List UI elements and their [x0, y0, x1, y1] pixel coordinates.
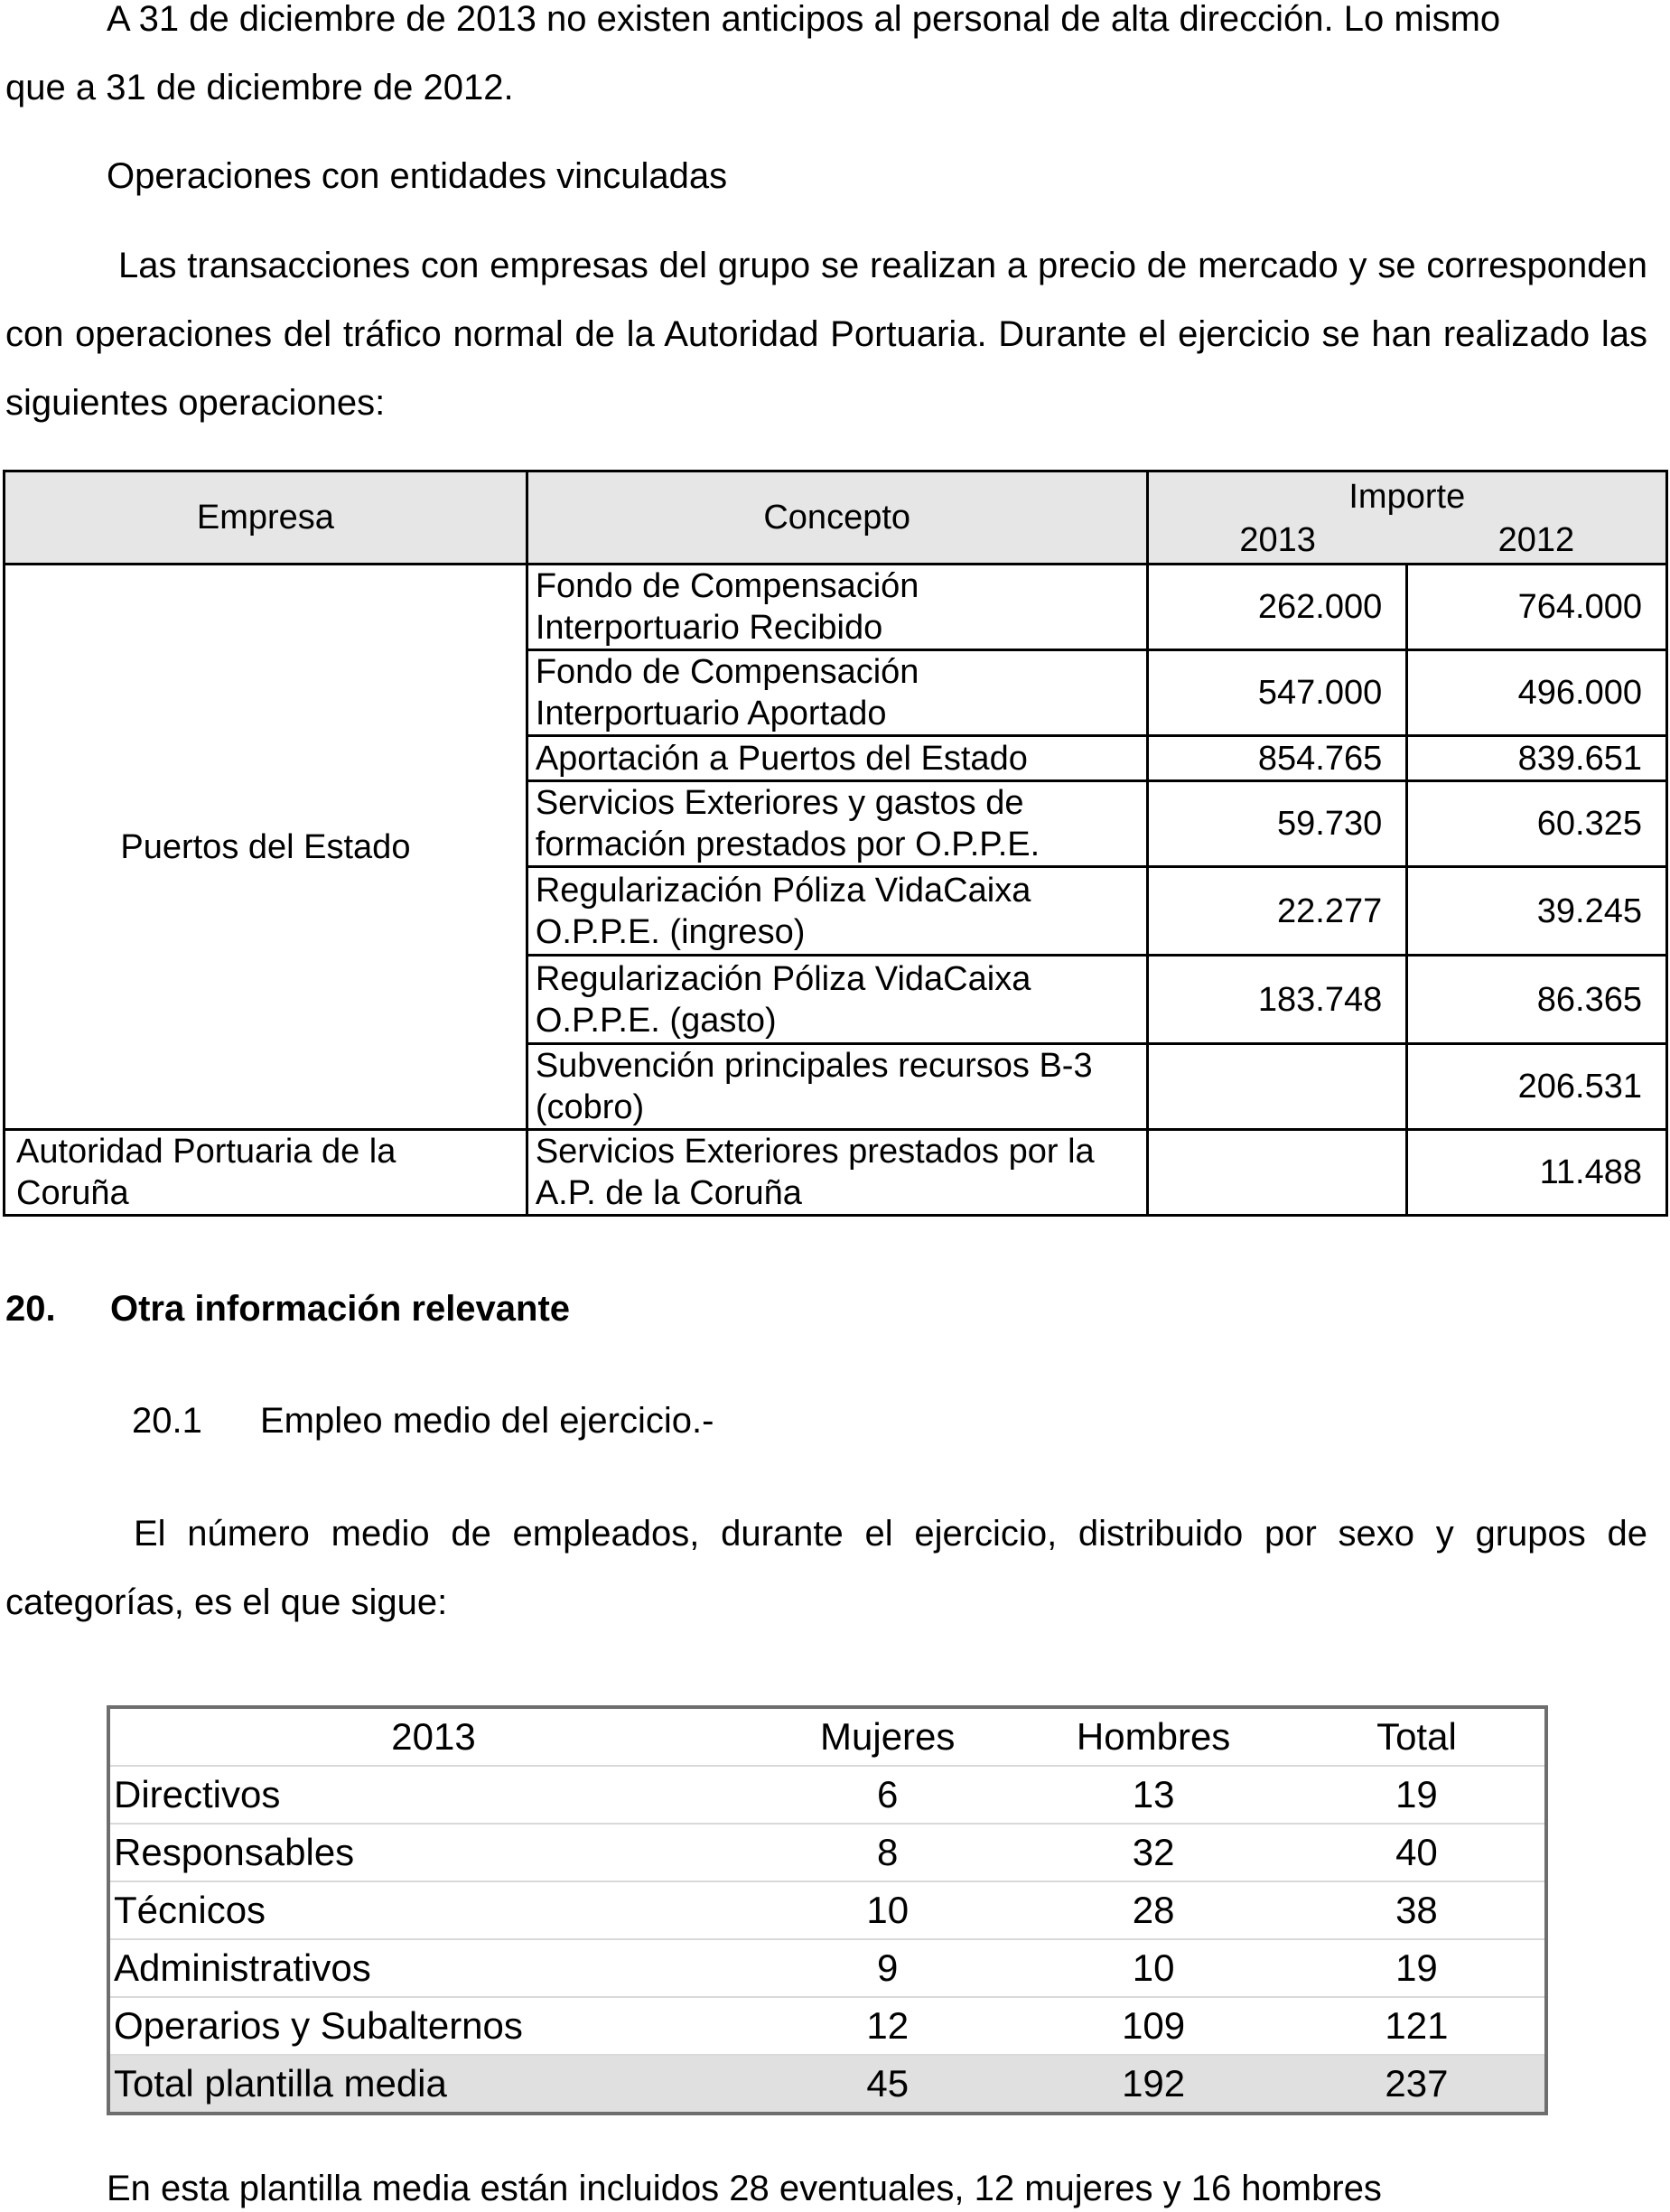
row-concepto: Fondo de Compensación Interportuario Recibido	[527, 565, 1147, 650]
row-value-2012: 839.651	[1407, 736, 1667, 781]
table-row	[108, 1939, 1546, 1997]
row-value-2013: 59.730	[1147, 781, 1407, 867]
row-concepto: Servicios Exteriores prestados por la A.P. de la Coruña	[527, 1130, 1147, 1216]
header-year: 2013	[108, 1707, 757, 1766]
row-value-2012: 11.488	[1407, 1130, 1667, 1216]
intro-line-1: A 31 de diciembre de 2013 no existen anticipos al personal de alta dirección. Lo mismo	[107, 0, 1501, 39]
header-hombres: Hombres	[1018, 1707, 1288, 1766]
row-value-2012: 764.000	[1407, 565, 1667, 650]
table-row	[108, 1824, 1546, 1881]
hombres-value: 109	[1018, 1997, 1288, 2055]
hombres-value: 13	[1018, 1766, 1288, 1824]
row-concepto: Regularización Póliza VidaCaixa O.P.P.E. (ingreso)	[527, 867, 1147, 956]
subsection-title: Empleo medio del ejercicio.-	[260, 1401, 714, 1441]
table-row	[108, 1881, 1546, 1939]
row-value-2012: 39.245	[1407, 867, 1667, 956]
row-concepto: Aportación a Puertos del Estado	[527, 736, 1147, 781]
category-label: Operarios y Subalternos	[108, 1997, 757, 2055]
row-value-2013: 183.748	[1147, 956, 1407, 1044]
total-value: 19	[1289, 1939, 1546, 1997]
total-value: 121	[1289, 1997, 1546, 2055]
header-mujeres: Mujeres	[757, 1707, 1018, 1766]
row-concepto: Subvención principales recursos B-3 (cobro)	[527, 1044, 1147, 1130]
mujeres-value: 8	[757, 1824, 1018, 1881]
related-operations-table	[3, 470, 1668, 1217]
table-header-row	[108, 1707, 1546, 1766]
row-value-2013: 854.765	[1147, 736, 1407, 781]
table-row	[108, 1997, 1546, 2055]
row-value-2013	[1147, 1130, 1407, 1216]
mujeres-value: 10	[757, 1881, 1018, 1939]
total-value: 237	[1289, 2055, 1546, 2114]
row-value-2012: 60.325	[1407, 781, 1667, 867]
employment-paragraph: El número medio de empleados, durante el ejercicio, distribuido por sexo y grupos de categorías, es el que sigue:	[5, 1514, 1647, 1622]
category-label: Directivos	[108, 1766, 757, 1824]
row-value-2013	[1147, 1044, 1407, 1130]
category-label: Administrativos	[108, 1939, 757, 1997]
row-value-2013: 262.000	[1147, 565, 1407, 650]
related-entities-heading: Operaciones con entidades vinculadas	[107, 156, 728, 196]
hombres-value: 192	[1018, 2055, 1288, 2114]
mujeres-value: 45	[757, 2055, 1018, 2114]
header-year-2013: 2013	[1147, 518, 1407, 565]
row-value-2013: 547.000	[1147, 650, 1407, 736]
total-value: 40	[1289, 1824, 1546, 1881]
row-value-2012: 86.365	[1407, 956, 1667, 1044]
header-year-2012: 2012	[1407, 518, 1667, 565]
mujeres-value: 6	[757, 1766, 1018, 1824]
header-empresa: Empresa	[5, 471, 527, 565]
header-total: Total	[1289, 1707, 1546, 1766]
section-title: Otra información relevante	[110, 1289, 571, 1329]
category-label: Responsables	[108, 1824, 757, 1881]
row-value-2012: 496.000	[1407, 650, 1667, 736]
hombres-value: 32	[1018, 1824, 1288, 1881]
header-concepto: Concepto	[527, 471, 1147, 565]
table-row	[5, 565, 1667, 650]
table-row	[108, 1766, 1546, 1824]
total-row	[108, 2055, 1546, 2114]
subsection-number: 20.1	[132, 1401, 202, 1441]
header-importe: Importe	[1147, 471, 1666, 518]
category-label: Total plantilla media	[108, 2055, 757, 2114]
row-concepto: Servicios Exteriores y gastos de formación prestados por O.P.P.E.	[527, 781, 1147, 867]
group-puertos-del-estado: Puertos del Estado	[5, 565, 527, 1130]
section-number: 20.	[5, 1289, 56, 1329]
table-row	[5, 1130, 1667, 1216]
employee-table	[107, 1705, 1548, 2115]
intro-paragraph: Las transacciones con empresas del grupo se realizan a precio de mercado y se corresponden con operaciones del tráfico normal de la Autoridad Portuaria. Durante el ejercicio se han realizado las siguientes operaciones:	[5, 246, 1647, 423]
category-label: Técnicos	[108, 1881, 757, 1939]
group-autoridad-portuaria-coruna: Autoridad Portuaria de la Coruña	[5, 1130, 527, 1216]
row-concepto: Regularización Póliza VidaCaixa O.P.P.E. (gasto)	[527, 956, 1147, 1044]
hombres-value: 28	[1018, 1881, 1288, 1939]
footer-line: En esta plantilla media están incluidos 28 eventuales, 12 mujeres y 16 hombres	[107, 2169, 1382, 2208]
mujeres-value: 12	[757, 1997, 1018, 2055]
total-value: 38	[1289, 1881, 1546, 1939]
mujeres-value: 9	[757, 1939, 1018, 1997]
row-value-2013: 22.277	[1147, 867, 1407, 956]
row-concepto: Fondo de Compensación Interportuario Aportado	[527, 650, 1147, 736]
row-value-2012: 206.531	[1407, 1044, 1667, 1130]
total-value: 19	[1289, 1766, 1546, 1824]
intro-line-2: que a 31 de diciembre de 2012.	[5, 68, 514, 107]
hombres-value: 10	[1018, 1939, 1288, 1997]
